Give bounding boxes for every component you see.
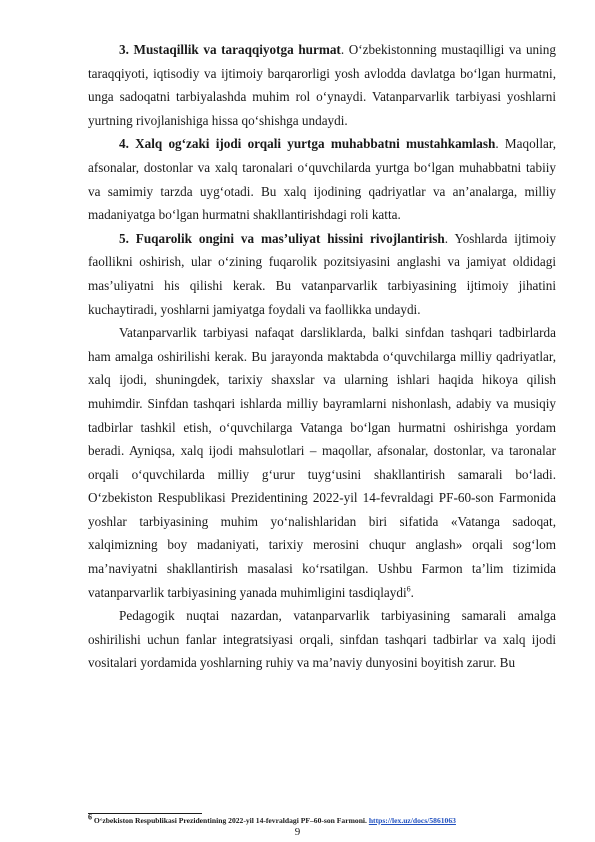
paragraph-text: . Yoshlarda ijtimoiy faollikni oshirish, ular o‘zining fuqarolik pozitsiyasini anglashi va jamiyat oldidagi mas’uliyatni his qilishi kerak. Bu vatanparvarlik tarbiyasining ijtimoiy jihatini kuchaytiradi, yoshlarni jamiyatga foydali va faollikka undaydi. <box>88 230 557 317</box>
paragraph-text: Pedagogik nuqtai nazardan, vatanparvarlik tarbiyasining samarali amalga oshirilishi uchun fanlar integratsiyasi orqali, sinfdan tashqari tadbirlar va xalq ijodi vositalari yordamida yoshlarning ruhiy va ma’naviy dunyosini boyitish zarur. Bu <box>88 608 556 671</box>
paragraph-text: Vatanparvarlik tarbiyasi nafaqat darsliklarda, balki sinfdan tashqari tadbirlarda ham amalga oshirilishi kerak. Bu jarayonda maktabda o‘quvchilarga milliy qadriyatlar, xalq ijodi, shuningdek, tarixiy shaxslar va ularning ishlari haqida hikoya qilish muhimdir. Sinfdan tashqari ishlarda milliy bayramlarni nishonlash, adabiy va musiqiy tadbirlar tashkil etish, o‘quvchilarga Vatanga bo‘lgan hurmatni oshirishga yordam beradi. Ayniqsa, xalq ijodi mahsulotlari – maqollar, afsonalar, dostonlar, va taronalar orqali o‘quvchilarda milliy g‘urur tuyg‘usini shakllantirish samarali bo‘ladi. O‘zbekiston Respublikasi Prezidentining 2022-yil 14-fevraldagi PF-60-son Farmonida yoshlar tarbiyasining muhim yo‘nalishlaridan biri sifatida «Vatanga sadoqat, xalqimizning boy madaniyati, tarixiy merosini chuqur anglash» orqali sog‘lom ma’naviyatni shakllantirish masalasi ko‘rsatilgan. Ushbu Farmon ta’lim tizimida vatanparvarlik tarbiyasining yanada muhimligini tasdiqlaydi <box>88 325 556 600</box>
document-body <box>88 38 556 675</box>
footnote <box>88 812 558 826</box>
footnote-separator <box>88 813 202 814</box>
footnote-link[interactable]: https://lex.uz/docs/5861063 <box>368 816 456 825</box>
paragraph-heading: 5. Fuqarolik ongini va mas’uliyat hissini rivojlantirish <box>119 230 445 246</box>
paragraph-heading: 4. Xalq og‘zaki ijodi orqali yurtga muhabbatni mustahkamlash <box>119 136 496 152</box>
paragraph-3 <box>88 38 556 132</box>
footnote-mark: 6 <box>88 812 92 822</box>
paragraph-extracurricular <box>88 321 556 604</box>
page-number: 9 <box>294 826 301 838</box>
paragraph-text: . Maqollar, afsonalar, dostonlar va xalq taronalari o‘quvchilarda yurtga bo‘lgan muhabbatni tabiiy va samimiy tarzda uyg‘otadi. Bu xalq ijodining qadriyatlar va an’analarga, milliy madaniyatga bo‘lgan hurmatni shakllantirishdagi roli katta. <box>88 136 557 223</box>
paragraph-pedagogical <box>88 604 556 675</box>
paragraph-4 <box>88 132 556 226</box>
paragraph-tail: . <box>410 584 414 600</box>
footnote-reference[interactable]: 6 <box>406 584 411 594</box>
footnote-text: O‘zbekiston Respublikasi Prezidentining 2022-yil 14-fevraldagi PF–60-son Farmoni. <box>92 816 369 825</box>
paragraph-heading: 3. Mustaqillik va taraqqiyotga hurmat <box>119 42 341 57</box>
paragraph-text: . O‘zbekistonning mustaqilligi va uning taraqqiyoti, iqtisodiy va ijtimoiy barqarorligi yosh avlodda davlatga bo‘lgan hurmatni, unga sadoqatni tarbiyalashda muhim rol o‘ynaydi. Vatanparvarlik tarbiyasi yoshlarni yurtning rivojlanishiga hissa qo‘shishga undaydi. <box>88 42 556 128</box>
paragraph-5 <box>88 227 556 321</box>
